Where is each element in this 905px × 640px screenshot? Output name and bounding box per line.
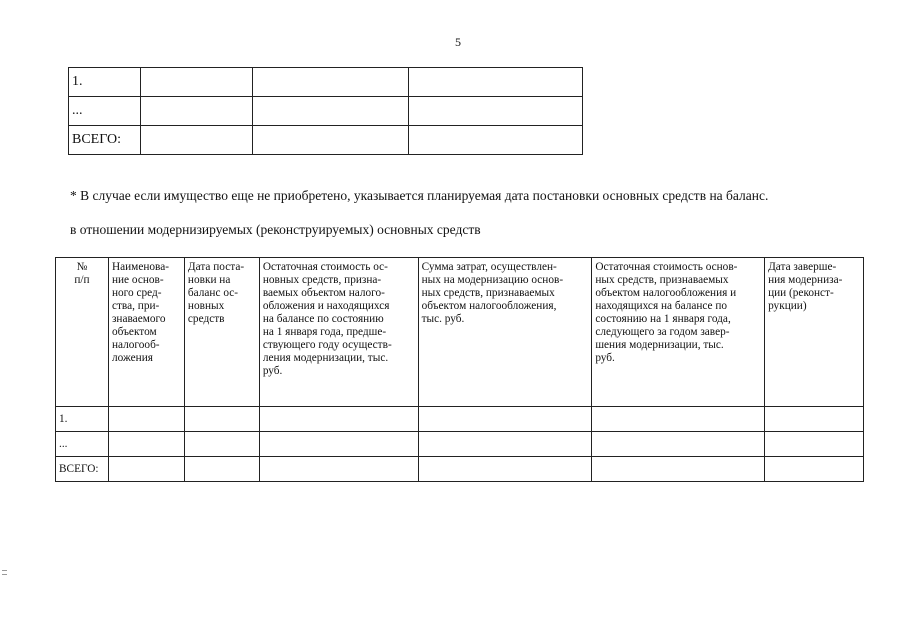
table-cell [418,407,592,432]
table-row [69,68,583,97]
section-caption: в отношении модернизируемых (реконструируемых) основных средств [70,222,481,237]
page-number: 5 [455,35,461,49]
table-cell [592,457,765,482]
table-row [69,97,583,126]
table-cell [259,407,418,432]
table-cell [252,126,409,155]
table-cell [184,407,259,432]
table-cell [592,432,765,457]
table-cell [108,407,184,432]
table-cell: ВСЕГО: [56,457,109,482]
summary-table-top [68,67,583,155]
header-cell-residual-value-before: Остаточная стоимость ос- новных средств, призна- ваемых объектом налого- обложения и находящихся на балансе по состоянию на 1 января года, предше- ствующего году осуществ- ления модернизации, тыс. руб. [259,258,418,407]
header-cell-completion-date: Дата заверше- ния модерниза- ции (реконст- рукции) [765,258,864,407]
table-cell [409,97,583,126]
header-cell-balance-date: Дата поста- новки на баланс ос- новных средств [184,258,259,407]
table-cell [259,432,418,457]
table-cell: 1. [69,68,141,97]
table-cell [765,457,864,482]
table-cell [140,68,252,97]
table-cell [252,68,409,97]
table-cell [418,432,592,457]
table-cell [259,457,418,482]
table-cell [409,126,583,155]
table-row [56,407,864,432]
table-cell [765,407,864,432]
table-cell: ... [69,97,141,126]
table-cell: ... [56,432,109,457]
table-cell [765,432,864,457]
header-cell-number: № п/п [56,258,109,407]
header-cell-modernization-costs: Сумма затрат, осуществлен- ных на модернизацию основ- ных средств, признаваемых объектом налогообложения, тыс. руб. [418,258,592,407]
table-cell [108,432,184,457]
scan-margin-marks [2,570,7,580]
table-row [69,126,583,155]
table-row [56,432,864,457]
table-cell [108,457,184,482]
table-cell [140,97,252,126]
table-header-row [56,258,864,407]
table-cell [592,407,765,432]
table-cell [184,457,259,482]
table-cell [418,457,592,482]
table-cell [184,432,259,457]
table-cell: 1. [56,407,109,432]
table-cell [252,97,409,126]
table-cell [140,126,252,155]
table-row [56,457,864,482]
header-cell-residual-value-after: Остаточная стоимость основ- ных средств, признаваемых объектом налогообложения и находящихся на балансе по состоянию на 1 января года, следующего за годом завер- шения модернизации, тыс. руб. [592,258,765,407]
header-cell-asset-name: Наименова- ние основ- ного сред- ства, при- знаваемого объектом налогооб- ложения [108,258,184,407]
table-cell: ВСЕГО: [69,126,141,155]
modernization-table [55,257,864,482]
table-cell [409,68,583,97]
footnote-asterisk: * В случае если имущество еще не приобретено, указывается планируемая дата постановки основных средств на баланс. [70,188,769,203]
